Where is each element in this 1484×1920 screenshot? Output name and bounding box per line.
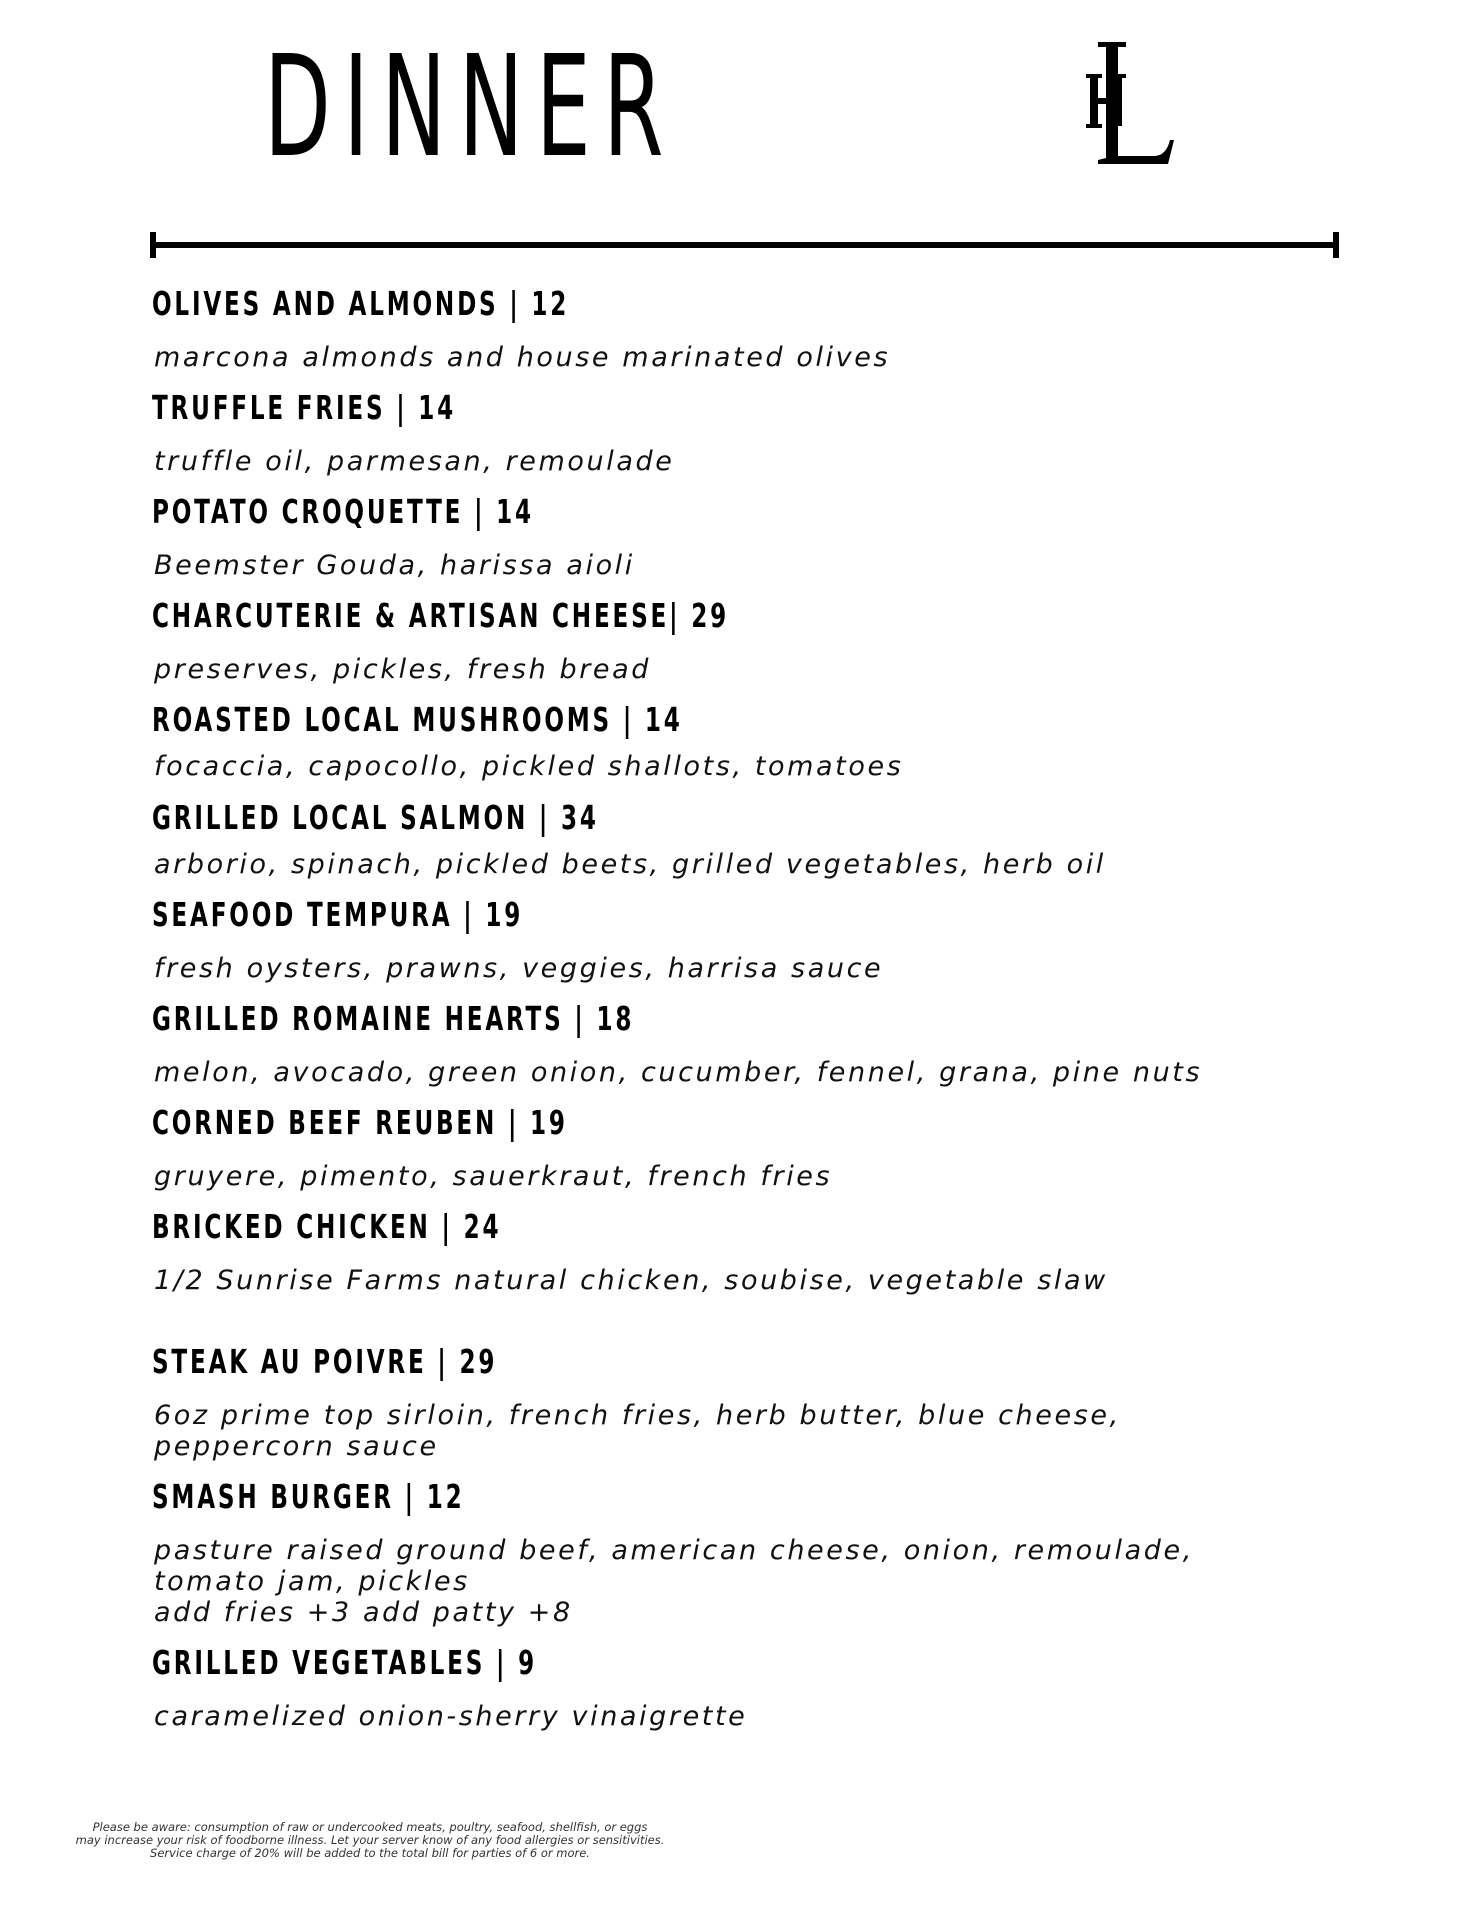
menu-item-description: marcona almonds and house marinated olives — [154, 342, 891, 373]
menu-item-name: GRILLED LOCAL SALMON | 34 — [152, 798, 599, 837]
menu-item-description: caramelized onion-sherry vinaigrette — [154, 1701, 748, 1732]
disclaimer-line: may increase your risk of foodborne illness. Let your server know of any food allergies or sensitivities. — [75, 1833, 665, 1847]
menu-item-name: OLIVES AND ALMONDS | 12 — [152, 284, 570, 323]
menu-item-name: POTATO CROQUETTE | 14 — [152, 492, 534, 531]
disclaimer-line: Please be aware: consumption of raw or undercooked meats, poultry, seafood, shellfish, or eggs — [92, 1820, 648, 1834]
menu-item-name: CHARCUTERIE & ARTISAN CHEESE| 29 — [152, 596, 729, 635]
menu-item-name: BRICKED CHICKEN | 24 — [152, 1207, 502, 1246]
menu-item-name: GRILLED VEGETABLES | 9 — [152, 1643, 537, 1682]
menu-item-description: 6oz prime top sirloin, french fries, herb butter, blue cheese, peppercorn sauce — [154, 1400, 1121, 1462]
menu-item-description: melon, avocado, green onion, cucumber, fennel, grana, pine nuts — [154, 1057, 1203, 1088]
menu-item-description: arborio, spinach, pickled beets, grilled vegetables, herb oil — [154, 849, 1106, 880]
menu-item-name: TRUFFLE FRIES | 14 — [152, 388, 457, 427]
hl-monogram-logo-icon — [1084, 40, 1180, 170]
menu-item-name: GRILLED ROMAINE HEARTS | 18 — [152, 999, 635, 1038]
header-divider — [150, 230, 1339, 260]
menu-item-name: SMASH BURGER | 12 — [152, 1477, 465, 1516]
page-title: DINNER — [264, 26, 676, 189]
menu-item-description: gruyere, pimento, sauerkraut, french fries — [154, 1161, 833, 1192]
allergy-disclaimer — [40, 1821, 700, 1860]
menu-item-description: pasture raised ground beef, american cheese, onion, remoulade, tomato jam, pickles add fries +3 add patty +8 — [154, 1535, 1194, 1628]
disclaimer-line: Service charge of 20% will be added to the total bill for parties of 6 or more. — [150, 1846, 590, 1860]
menu-item-description: focaccia, capocollo, pickled shallots, tomatoes — [154, 751, 904, 782]
menu-item-name: CORNED BEEF REUBEN | 19 — [152, 1103, 568, 1142]
menu-item-description: Beemster Gouda, harissa aioli — [154, 550, 635, 581]
menu-item-description: 1/2 Sunrise Farms natural chicken, soubise, vegetable slaw — [154, 1265, 1108, 1296]
menu-item-name: SEAFOOD TEMPURA | 19 — [152, 895, 524, 934]
menu-item-name: ROASTED LOCAL MUSHROOMS | 14 — [152, 700, 683, 739]
menu-item-description: truffle oil, parmesan, remoulade — [154, 446, 675, 477]
menu-item-description: fresh oysters, prawns, veggies, harrisa sauce — [154, 953, 884, 984]
menu-item-name: STEAK AU POIVRE | 29 — [152, 1342, 498, 1381]
menu-item-description: preserves, pickles, fresh bread — [154, 654, 652, 685]
